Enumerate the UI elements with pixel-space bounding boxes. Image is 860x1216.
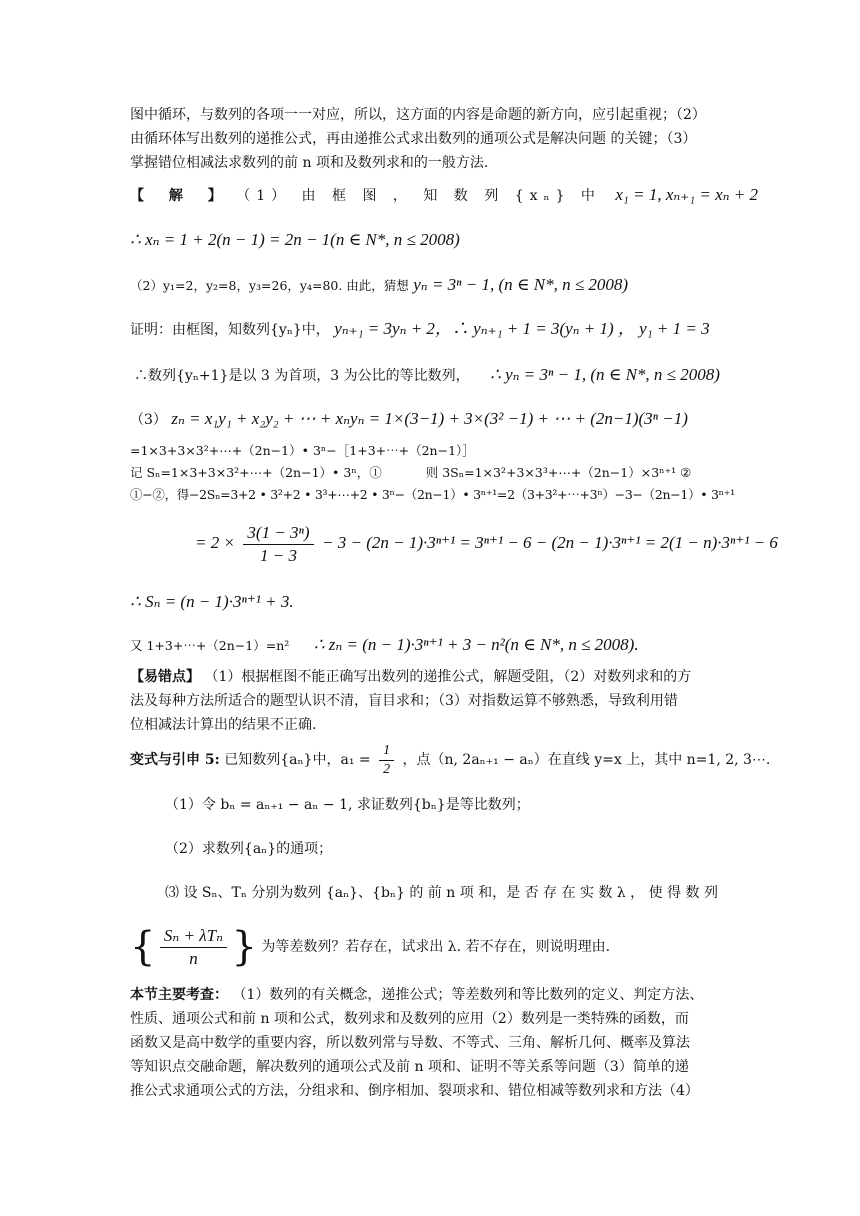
error-line [130, 666, 730, 688]
error-line: 位相减法计算出的结果不正确. [130, 717, 317, 733]
summary-line: 函数又是高中数学的重要内容，所以数列常与导数、不等式、三角、解析几何、概率及算法 [130, 1035, 690, 1051]
solution-text: （1） 由 框 图 ， 知 数 列 {xₙ} 中 [236, 188, 601, 204]
question-3: ⑶ 设 Sₙ、Tₙ 分别为数列 {aₙ}、{bₙ} 的 前 n 项 和，是 否 存 在 实 数 λ ， 使 得 数 列 [165, 885, 718, 901]
fraction-denominator: 2 [383, 761, 391, 777]
formula: zₙ = x₁y₁ + x₂y₂ + ⋯ + xₙyₙ = 1×(3−1) + 3×(3² −1) + ⋯ + (2n−1)(3ⁿ −1) [171, 409, 688, 428]
fraction-numerator: 3(1 − 3ⁿ) [243, 522, 313, 545]
fraction [243, 522, 313, 567]
summary-label: 本节主要考查： [130, 987, 228, 1003]
summary-line [130, 984, 730, 1006]
summary-line: 等知识点交融命题，解决数列的通项公式及前 n 项和、证明不等关系等问题（3）简单的递 [130, 1059, 689, 1075]
zn-result-line [130, 632, 730, 659]
equation-2: 则 3Sₙ=1×3²+3×3³+⋯+（2n−1）×3ⁿ⁺¹ ② [425, 465, 692, 480]
variation-line [130, 738, 771, 782]
calculation-line [195, 518, 778, 568]
solution-part1-line [130, 182, 759, 209]
error-label: 【易错点】 [130, 669, 200, 685]
proof-text: 证明：由框图，知数列{yₙ}中， [130, 322, 330, 338]
formula: ∴ zₙ = (n − 1)·3ⁿ⁺¹ + 3 − n²(n ∈ N*, n ≤ 2008). [313, 635, 639, 654]
solution-part2-line [130, 272, 730, 299]
solution-label: 【 解 】 [130, 188, 232, 204]
solution-text: （3） [130, 412, 167, 428]
right-brace: } [231, 924, 257, 970]
fraction-denominator: n [189, 948, 198, 968]
formula: ∴ yₙ = 3ⁿ − 1, (n ∈ N*, n ≤ 2008) [490, 365, 720, 384]
formula-xn: ∴ xₙ = 1 + 2(n − 1) = 2n − 1(n ∈ N*, n ≤ 2008) [130, 230, 460, 249]
fraction-numerator: Sₙ + λTₙ [160, 925, 227, 948]
formula: = 2 × [195, 533, 235, 552]
variation-text: ，点（n, 2aₙ₊₁ − aₙ）在直线 y=x 上，其中 n=1, 2, 3⋯. [402, 752, 771, 768]
paragraph-line: 掌握错位相减法求数列的前 n 项和及数列求和的一般方法. [130, 155, 489, 171]
expansion-line: =1×3+3×3²+⋯+（2n−1）• 3ⁿ−［1+3+⋯+（2n−1）］ [130, 443, 475, 458]
fraction-denominator: 1 − 3 [259, 545, 297, 565]
formula: yₙ = 3ⁿ − 1, (n ∈ N*, n ≤ 2008) [413, 275, 629, 294]
summary-line: 推公式求通项公式的方法，分组求和、倒序相加、裂项求和、错位相减等数列求和方法（4） [130, 1083, 699, 1099]
solution-text: （2）y₁=2，y₂=8，y₃=26，y₄=80. 由此，猜想 [130, 278, 409, 293]
variation-label: 变式与引申 5: [130, 752, 220, 768]
error-text: （1）根据框图不能正确写出数列的递推公式，解题受阻，（2）对数列求和的方 [204, 669, 692, 685]
fraction [379, 742, 394, 779]
formula: − 3 − (2n − 1)·3ⁿ⁺¹ = 3ⁿ⁺¹ − 6 − (2n − 1)·3ⁿ⁺¹ = 2(1 − n)·3ⁿ⁺¹ − 6 [322, 533, 778, 552]
formula: yₙ₊₁ = 3yₙ + 2，∴ yₙ₊₁ + 1 = 3(yₙ + 1) ， y₁ + 1 = 3 [334, 319, 710, 338]
question-3-continued [130, 920, 730, 974]
formula-sn: ∴ Sₙ = (n − 1)·3ⁿ⁺¹ + 3. [130, 592, 294, 611]
proof-conclusion-line [134, 362, 730, 389]
fraction-numerator: 1 [379, 742, 394, 761]
define-sn-line [130, 462, 730, 484]
solution-part3-line [130, 406, 730, 433]
question-2: （2）求数列{aₙ}的通项； [165, 841, 333, 857]
left-brace: { [130, 924, 156, 970]
formula: x₁ = 1, xₙ₊₁ = xₙ + 2 [615, 185, 759, 204]
paragraph-line: 由循环体写出数列的递推公式，再由递推公式求出数列的通项公式是解决问题 的关键；（3） [130, 131, 697, 147]
error-line: 法及每种方法所适合的题型认识不清，盲目求和；（3）对指数运算不够熟悉，导致利用错 [130, 693, 678, 709]
fraction [160, 925, 227, 970]
paragraph-line: 图中循环，与数列的各项一一对应，所以，这方面的内容是命题的新方向，应引起重视；（2） [130, 107, 706, 123]
subtract-line: ①−②，得−2Sₙ=3+2 • 3²+2 • 3³+⋯+2 • 3ⁿ−（2n−1）• 3ⁿ⁺¹=2（3+3²+⋯+3ⁿ）−3−（2n−1）• 3ⁿ⁺¹ [130, 487, 735, 502]
question-1: （1）令 bₙ = aₙ₊₁ − aₙ − 1, 求证数列{bₙ}是等比数列； [165, 797, 530, 813]
sum-text: 又 1+3+⋯+（2n−1）=n² [130, 638, 290, 653]
summary-line: 性质、通项公式和前 n 项和公式，数列求和及数列的应用（2）数列是一类特殊的函数，而 [130, 1011, 689, 1027]
proof-text: ∴数列{yₙ+1}是以 3 为首项，3 为公比的等比数列， [134, 368, 470, 384]
variation-text: 已知数列{aₙ}中，a₁ = [224, 752, 371, 768]
equation-1: 记 Sₙ=1×3+3×3²+⋯+（2n−1）• 3ⁿ，① [130, 465, 382, 480]
question-text: 为等差数列？若存在，试求出 λ. 若不存在，则说明理由. [261, 939, 611, 955]
proof-line [130, 316, 730, 343]
summary-text: （1）数列的有关概念，递推公式；等差数列和等比数列的定义、判定方法、 [232, 987, 704, 1003]
